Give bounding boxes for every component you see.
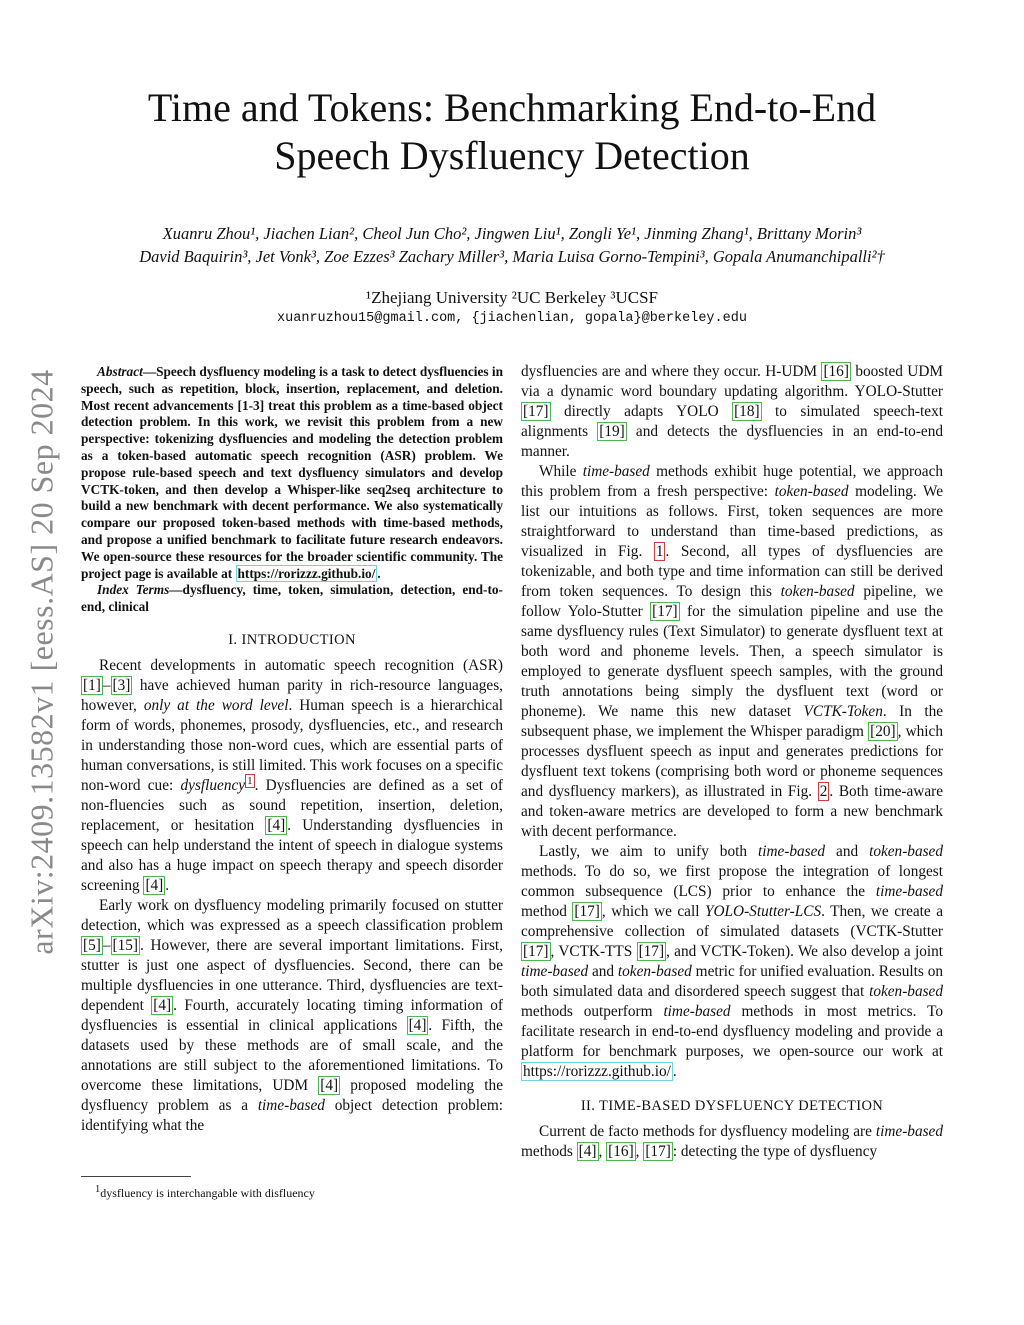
text-run: , VCTK-TTS xyxy=(550,943,637,960)
text-run: pipeline, we follow Yolo-Stutter xyxy=(521,583,944,620)
text-run: : detecting the type of dysfluency xyxy=(672,1143,878,1160)
emphasis: time-based xyxy=(875,883,943,900)
citation-link[interactable]: [17] xyxy=(574,903,600,920)
citation-link[interactable]: [17] xyxy=(523,403,549,420)
text-run: . In the subsequent phase, we implement the Whisper paradigm xyxy=(521,703,944,740)
text-run: . However, there are several important limitations. First, stutter is just one aspect of dysfluencies. Second, there can be multiple dysfluencies in one utterance. Third, dysfluencies are text-dependent xyxy=(81,936,503,1014)
text-run: methods outperform xyxy=(521,1003,664,1020)
text-run: . xyxy=(165,876,170,894)
citation-link[interactable]: [5] xyxy=(83,936,101,954)
authors-line-2: David Baquirin³, Jet Vonk³, Zoe Ezzes³ Zachary Miller³, Maria Luisa Gorno-Tempini³, Gopala Anumanchipalli²† xyxy=(139,247,885,266)
text-run: and xyxy=(588,963,618,980)
text-run: . Second, all types of dysfluencies are tokenizable, and both type and time information can still be derived from token sequences. To design this xyxy=(521,543,943,600)
text-run: for the simulation pipeline and use the same dysfluency rules (Text Simulator) to generate dysfluent text at both word and phoneme levels. Then, a speech simulator is employed to generate dysfluent speech samples, with the ground truth annotations being simply the dysfluent text (word or phoneme). We name this new dataset xyxy=(521,603,943,720)
emphasis: time-based xyxy=(521,963,589,980)
text-run: . Human speech is a hierarchical form of words, phonemes, prosody, dysfluencies, etc., and research in understanding those non-word cues, which are essential parts of human conversations, is still limited. This work focuses on a specific non-word cue: xyxy=(81,696,504,794)
emphasis: token-based xyxy=(780,583,855,600)
index-terms-text: —dysfluency, time, token, simulation, detection, end-to-end, clinical xyxy=(81,582,503,615)
footnote-mark: 1 xyxy=(95,1184,101,1195)
text-run: Early work on dysfluency modeling primarily focused on stutter detection, which was expressed as a speech classification problem xyxy=(81,896,503,934)
citation-link[interactable]: [4] xyxy=(153,996,172,1014)
text-run: object detection problem: identifying what the xyxy=(81,1096,503,1134)
text-run: Current de facto methods for dysfluency modeling are xyxy=(539,1123,876,1140)
emphasis: token-based xyxy=(869,983,943,1000)
text-run: , which processes dysfluent speech as input and generates predictions for dysfluent text tokens (comprising both word or phoneme sequences and dysfluency markers), as illustrated in Fig. xyxy=(521,723,943,800)
affiliations: ¹Zhejiang University ²UC Berkeley ³UCSF xyxy=(366,288,658,307)
citation-link[interactable]: [16] xyxy=(608,1143,634,1160)
emphasis: time-based xyxy=(663,1003,731,1020)
citation-link[interactable]: [17] xyxy=(652,603,678,620)
citation-link[interactable]: [4] xyxy=(320,1076,339,1094)
section-heading-introduction: I. INTRODUCTION xyxy=(228,631,356,648)
citation-link[interactable]: [17] xyxy=(645,1143,671,1160)
emphasis: token-based xyxy=(617,963,692,980)
intro-paragraph-3 xyxy=(521,462,943,842)
text-run: proposed modeling the dysfluency problem as a xyxy=(81,1076,503,1114)
text-run: – xyxy=(102,676,111,694)
citation-link[interactable]: [3] xyxy=(112,676,131,694)
text-run: methods. To do so, we first propose the integration of longest common subsequence (LCS) prior to enhance the xyxy=(521,863,943,900)
section-2-paragraph-1 xyxy=(521,1122,943,1162)
emphasis: VCTK-Token xyxy=(803,703,883,720)
text-run: . Both time-aware and token-aware metrics are developed to form a new benchmark with decent performance. xyxy=(521,783,944,840)
citation-link[interactable]: [20] xyxy=(870,723,896,740)
text-run: – xyxy=(102,936,111,954)
authors-line-1: Xuanru Zhou¹, Jiachen Lian², Cheol Jun Cho², Jingwen Liu¹, Zongli Ye¹, Jinming Zhang¹, Brittany Morin³ xyxy=(162,224,862,243)
index-terms-lead: Index Terms xyxy=(97,582,170,598)
emphasis: time-based xyxy=(257,1096,325,1114)
text-run: . Fifth, the datasets used by these methods are of small scale, and the annotations are still subject to the aforementioned limitations. To overcome these limitations, UDM xyxy=(81,1016,503,1094)
intro-paragraph-4 xyxy=(521,842,943,1082)
abstract-lead: Abstract xyxy=(97,364,143,379)
text-run: Recent developments in automatic speech recognition (ASR) xyxy=(99,656,503,674)
footnote-text: dysfluency is interchangable with disfluency xyxy=(100,1186,315,1200)
arxiv-watermark: arXiv:2409.13582v1 [eess.AS] 20 Sep 2024 xyxy=(23,369,60,955)
emphasis: time-based xyxy=(582,463,650,480)
author-emails: xuanruzhou15@gmail.com, {jiachenlian, gopala}@berkeley.edu xyxy=(277,311,747,326)
title-line-2: Speech Dysfluency Detection xyxy=(274,133,750,178)
title-line-1: Time and Tokens: Benchmarking End-to-End xyxy=(147,85,877,130)
index-terms xyxy=(81,582,503,616)
citation-link[interactable]: [19] xyxy=(599,423,625,440)
figure-link[interactable]: 2 xyxy=(819,783,828,800)
intro-paragraph-2 xyxy=(81,896,503,1136)
text-run: , xyxy=(598,1143,607,1160)
text-run: modeling. We list our intuitions as follows. First, token sequences are more straightforward to understand than time-based predictions, as visualized in Fig. xyxy=(521,483,943,560)
text-run: While xyxy=(539,463,583,480)
text-run: boosted UDM via a dynamic word boundary updating algorithm. YOLO-Stutter xyxy=(521,363,943,400)
citation-link[interactable]: [17] xyxy=(638,943,665,960)
footnote-divider xyxy=(81,1176,191,1177)
section-heading-time-based: II. TIME-BASED DYSFLUENCY DETECTION xyxy=(580,1098,884,1114)
citation-link[interactable]: [18] xyxy=(734,403,760,420)
abstract xyxy=(81,364,503,582)
footnote xyxy=(95,1186,495,1201)
footnote-link[interactable]: 1 xyxy=(247,774,253,787)
text-run: have achieved human parity in rich-resource languages, however, xyxy=(81,676,503,714)
right-column xyxy=(521,362,943,1162)
citation-link[interactable]: [4] xyxy=(578,1143,597,1160)
paper-title xyxy=(80,84,944,180)
emphasis: dysfluency xyxy=(180,776,246,794)
citation-link[interactable]: [4] xyxy=(145,876,164,894)
text-run: , and VCTK-Token). We also develop a joint xyxy=(666,943,943,960)
text-run: . Fourth, accurately locating timing information of dysfluencies is essential in clinical applications xyxy=(81,996,503,1034)
intro-paragraph-1 xyxy=(81,656,503,896)
citation-link[interactable]: [1] xyxy=(83,676,101,694)
text-run: method xyxy=(521,903,573,920)
text-run: , xyxy=(635,1143,644,1160)
project-page-link[interactable]: https://rorizzz.github.io/ xyxy=(237,565,376,581)
text-run: metric for unified evaluation. Results on both simulated data and disordered speech suggest that xyxy=(521,963,943,1000)
emphasis: time-based xyxy=(875,1123,943,1140)
text-run: to simulated speech-text alignments xyxy=(521,403,943,440)
emphasis: YOLO-Stutter-LCS xyxy=(704,903,822,920)
text-run: . Then, we create a comprehensive collection of simulated datasets (VCTK-Stutter xyxy=(521,903,943,940)
figure-link[interactable]: 1 xyxy=(655,543,664,560)
citation-link[interactable]: [16] xyxy=(823,363,849,380)
left-column xyxy=(81,362,503,1136)
text-run: . xyxy=(672,1063,677,1080)
text-run: . Dysfluencies are defined as a set of non-fluencies such as sound repetition, insertion, deletion, replacement, or hesitation xyxy=(81,776,504,834)
intro-paragraph-2-continued xyxy=(521,362,943,462)
text-run: dysfluencies are and where they occur. H-UDM xyxy=(521,363,822,380)
text-run: and detects the dysfluencies in an end-to-end manner. xyxy=(521,423,943,460)
text-run: directly adapts YOLO xyxy=(550,403,733,420)
emphasis: only at the word level xyxy=(143,696,289,714)
abstract-end: . xyxy=(377,565,381,581)
text-run: Lastly, we aim to unify both xyxy=(539,843,758,860)
text-run: methods xyxy=(521,1143,577,1160)
text-run: methods exhibit huge potential, we approach this problem from a fresh perspective: xyxy=(521,463,944,500)
text-run: methods in most metrics. To facilitate research in end-to-end dysfluency modeling and provide a platform for benchmark purposes, we open-source our work at xyxy=(521,1003,943,1060)
text-run: . Understanding dysfluencies in speech can help understand the intent of speech in dialogue systems and also has a huge impact on speech therapy and speech disorder screening xyxy=(81,816,503,894)
author-list xyxy=(70,222,954,268)
citation-link[interactable]: [15] xyxy=(112,936,138,954)
emphasis: token-based xyxy=(869,843,943,860)
text-run: , which we call xyxy=(601,903,705,920)
emphasis: token-based xyxy=(774,483,849,500)
citation-link[interactable]: [4] xyxy=(408,1016,427,1034)
emphasis: time-based xyxy=(757,843,826,860)
citation-link[interactable]: [4] xyxy=(267,816,286,834)
text-run: and xyxy=(825,843,870,860)
repo-link[interactable]: https://rorizzz.github.io/ xyxy=(523,1063,671,1080)
citation-link[interactable]: [17] xyxy=(523,943,549,960)
abstract-text: —Speech dysfluency modeling is a task to detect dysfluencies in speech, such as repetition, block, insertion, replacement, and deletion. Most recent advancements [1-3] treat this problem as a time-based object detection problem. In this work, we revisit this problem from a new perspective: tokenizing dysfluencies and modeling the detection problem as a token-based automatic speech recognition (ASR) problem. We propose rule-based speech and text dysfluency simulators and develop VCTK-token, and then develop a Whisper-like seq2seq architecture to build a new benchmark with decent performance. We also systematically compare our proposed token-based methods with time-based methods, and propose a unified benchmark to facilitate future research endeavors. We open-source these resources for the broader scientific community. The project page is available at xyxy=(81,364,503,581)
